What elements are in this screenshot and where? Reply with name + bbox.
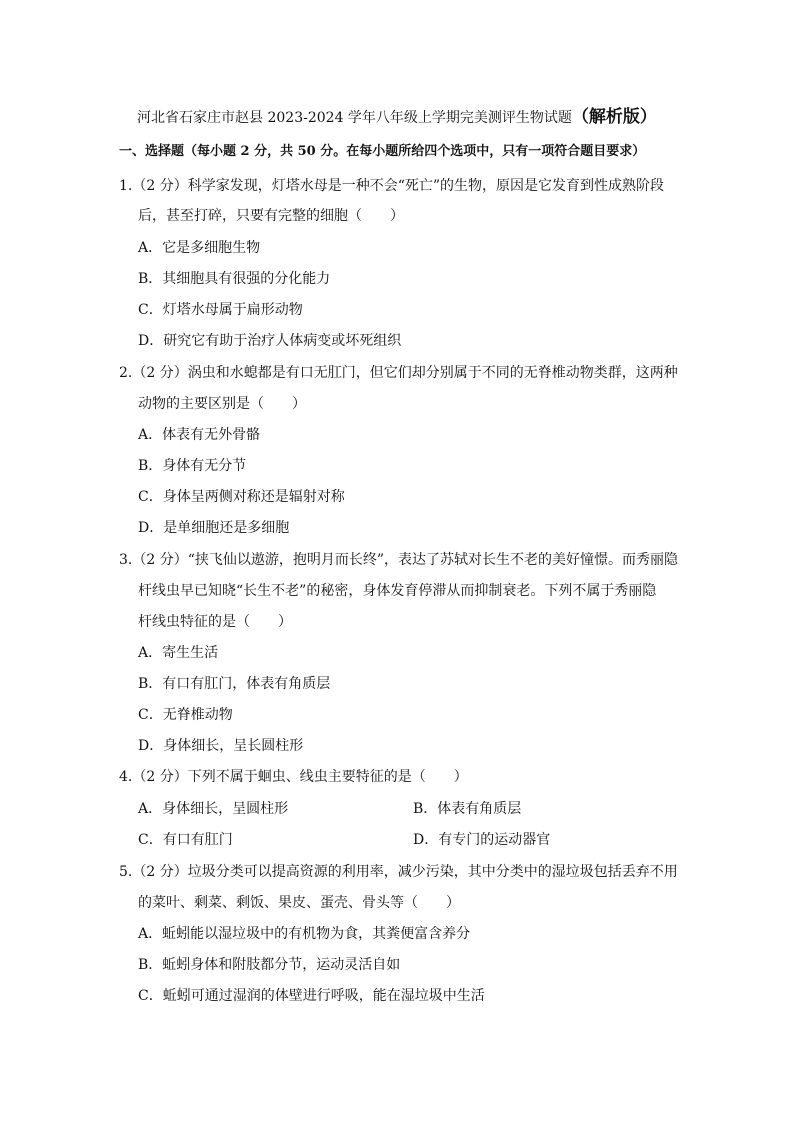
question-3-option-b: B．有口有肛门，体表有角质层 xyxy=(138,676,331,692)
question-5-option-b: B．蚯蚓身体和附肢都分节，运动灵活自如 xyxy=(138,957,401,973)
document-title xyxy=(0,105,794,130)
question-3-stem-cont-1: 杆线虫早已知晓“长生不老”的秘密，身体发育停滞从而抑制衰老。下列不属于秀丽隐 xyxy=(138,583,657,599)
question-3-option-d: D．身体细长，呈长圆柱形 xyxy=(138,738,304,754)
question-5-stem: 5.（2 分）垃圾分类可以提高资源的利用率，减少污染，其中分类中的湿垃圾包括丢弃不用 xyxy=(119,864,678,880)
question-1-option-a: A．它是多细胞生物 xyxy=(138,240,261,256)
section-heading: 一、选择题（每小题 2 分，共 50 分。在每小题所给四个选项中，只有一项符合题目要求） xyxy=(119,144,646,159)
question-4-option-c: C．有口有肛门 xyxy=(138,832,233,848)
question-2-stem: 2.（2 分）涡虫和水螅都是有口无肛门，但它们却分别属于不同的无脊椎动物类群，这两种 xyxy=(119,365,678,381)
title-suffix: （解析版） xyxy=(571,107,657,127)
question-2-option-c: C．身体呈两侧对称还是辐射对称 xyxy=(138,489,345,505)
question-5-stem-cont: 的菜叶、剩菜、剩饭、果皮、蛋壳、骨头等（ ） xyxy=(138,895,460,911)
question-5-option-a: A．蚯蚓能以湿垃圾中的有机物为食，其粪便富含养分 xyxy=(138,926,471,942)
question-2-stem-cont: 动物的主要区别是（ ） xyxy=(138,396,306,412)
question-4-stem: 4.（2 分）下列不属于蛔虫、线虫主要特征的是（ ） xyxy=(119,769,468,785)
question-4-option-b: B．体表有角质层 xyxy=(413,801,522,817)
question-1-stem: 1.（2 分）科学家发现，灯塔水母是一种不会“死亡”的生物，原因是它发育到性成熟阶段 xyxy=(119,178,665,194)
title-main: 河北省石家庄市赵县 2023-2024 学年八年级上学期完美测评生物试题 xyxy=(137,110,572,126)
question-4-option-d: D．有专门的运动器官 xyxy=(413,832,551,848)
question-3-stem: 3.（2 分）“挟飞仙以遨游，抱明月而长终”，表达了苏轼对长生不老的美好憧憬。而秀丽隐 xyxy=(119,552,679,568)
question-2-option-d: D．是单细胞还是多细胞 xyxy=(138,520,290,536)
question-3-option-c: C．无脊椎动物 xyxy=(138,707,233,723)
question-1-option-d: D．研究它有助于治疗人体病变或坏死组织 xyxy=(138,333,402,349)
question-4-option-a: A．身体细长，呈圆柱形 xyxy=(138,801,289,817)
question-1-option-c: C．灯塔水母属于扁形动物 xyxy=(138,302,303,318)
question-5-option-c: C．蚯蚓可通过湿润的体壁进行呼吸，能在湿垃圾中生活 xyxy=(138,988,485,1004)
question-1-option-b: B．其细胞具有很强的分化能力 xyxy=(138,271,331,287)
question-3-option-a: A．寄生生活 xyxy=(138,645,219,661)
question-2-option-a: A．体表有无外骨骼 xyxy=(138,427,261,443)
question-3-stem-cont-2: 杆线虫特征的是（ ） xyxy=(138,614,292,630)
question-1-stem-cont: 后，甚至打碎，只要有完整的细胞（ ） xyxy=(138,208,404,224)
question-2-option-b: B．身体有无分节 xyxy=(138,458,247,474)
